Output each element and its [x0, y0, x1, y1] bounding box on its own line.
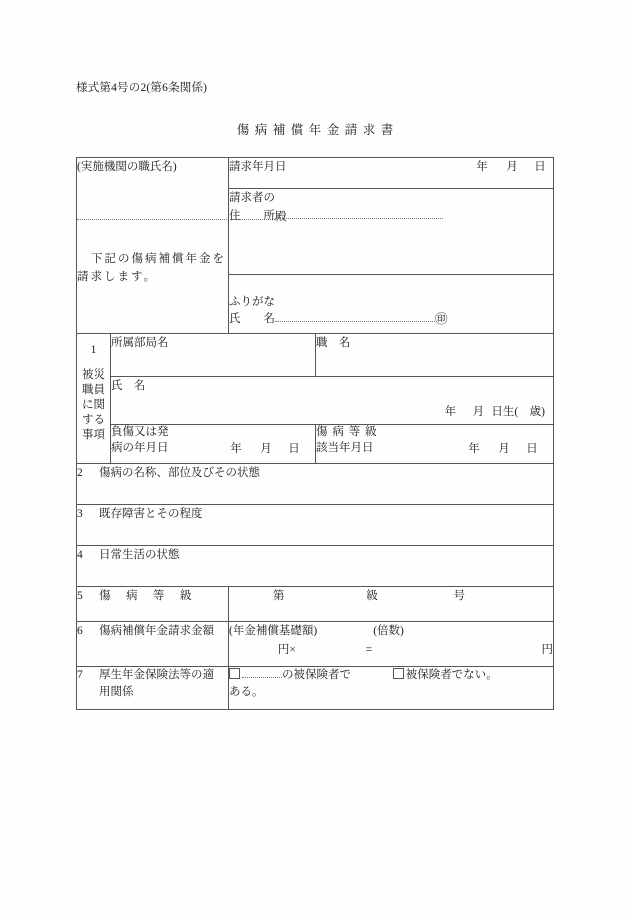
grade-kyu: 級	[366, 590, 378, 602]
grade-month: 月	[498, 443, 510, 455]
section-5-label: 傷 病 等 級	[99, 590, 194, 602]
equals-sign: =	[365, 644, 373, 656]
claimant-of-label: 請求者の	[229, 191, 276, 204]
claimant-address-cell[interactable]	[229, 188, 554, 274]
section-7-label-1: 厚生年金保険法等の適	[99, 669, 214, 681]
section1-name-row	[77, 377, 554, 425]
section-5-number: 5	[77, 590, 83, 602]
section3-row	[77, 505, 554, 546]
injury-year: 年	[230, 443, 242, 455]
section-7-value-cell[interactable]	[229, 667, 554, 710]
section1-side-line-3: する	[82, 414, 105, 427]
request-date-month: 月	[506, 161, 518, 173]
victim-name-cell[interactable]	[111, 377, 554, 425]
section-7-label-2: 用関係	[99, 685, 134, 698]
birth-month: 月	[472, 406, 485, 418]
section-3-number: 3	[77, 508, 83, 520]
section1-side-line-1: 職員	[82, 383, 105, 396]
section-6-value-cell[interactable]	[229, 622, 554, 667]
section-4-number: 4	[77, 549, 83, 561]
section-6-number: 6	[77, 625, 83, 637]
form-number: 様式第4号の2(第6条関係)	[76, 82, 208, 94]
section-7-number: 7	[77, 669, 83, 681]
grade-go: 号	[453, 590, 466, 602]
grade-date-label-2: 該当年月日	[316, 441, 374, 454]
multiplier-label: (倍数)	[373, 625, 404, 637]
section1-department-row	[77, 334, 554, 377]
birth-year: 年	[444, 406, 457, 418]
checkbox-insured[interactable]	[229, 668, 240, 679]
base-amount-label: (年金補償基礎額)	[229, 625, 318, 637]
section-3-label: 既存障害とその程度	[99, 508, 203, 520]
claimant-name-label: 氏 名	[229, 313, 276, 325]
request-date-day: 日	[534, 161, 546, 173]
checkbox-not-insured[interactable]	[393, 668, 404, 679]
request-date-cell[interactable]	[229, 158, 554, 189]
address-label: 住 所	[229, 209, 276, 222]
section-5-value-cell[interactable]	[229, 587, 554, 622]
option2-label: 被保険者でない。	[405, 669, 498, 681]
yen-first: 円×	[277, 644, 296, 656]
header-row	[77, 158, 554, 189]
injury-date-cell[interactable]	[111, 425, 316, 464]
section-4-cell[interactable]	[77, 546, 554, 587]
injury-month: 月	[260, 443, 272, 455]
section1-side-label	[77, 334, 111, 464]
injury-date-label-2: 病の年月日	[111, 441, 169, 454]
agency-label: (実施機関の職氏名)	[77, 161, 177, 173]
request-sentence: 下記の傷病補償年金を請求します。	[77, 253, 226, 284]
grade-date-cell[interactable]	[316, 425, 554, 464]
section-2-cell[interactable]	[77, 464, 554, 505]
section-3-cell[interactable]	[77, 505, 554, 546]
injury-day: 日	[288, 443, 300, 455]
section4-row	[77, 546, 554, 587]
section1-side-line-0: 被災	[82, 368, 105, 381]
birth-day-age: 日生( 歳)	[491, 406, 546, 418]
section5-row	[77, 587, 554, 622]
section2-row	[77, 464, 554, 505]
section1-side-line-2: に関	[82, 399, 105, 412]
position-label: 職 名	[316, 337, 351, 349]
option1-second-line: ある。	[229, 685, 264, 698]
grade-dai: 第	[273, 590, 285, 602]
grade-day: 日	[526, 443, 538, 455]
department-label: 所属部局名	[111, 337, 169, 349]
section-7-label-cell	[77, 667, 229, 710]
section7-row	[77, 667, 554, 710]
section-6-label-cell	[77, 622, 229, 667]
option1-suffix: の被保険者で	[282, 669, 352, 681]
request-date-year: 年	[476, 161, 488, 173]
section6-row	[77, 622, 554, 667]
position-cell[interactable]	[316, 334, 554, 377]
document-title: 傷病補償年金請求書	[236, 123, 399, 137]
section-6-label: 傷病補償年金請求金額	[99, 625, 214, 637]
seal-icon: ㊞	[435, 312, 448, 326]
grade-date-label-1: 傷 病 等 級	[316, 426, 378, 438]
furigana-label: ふりがな	[229, 296, 276, 308]
yen-last: 円	[541, 644, 554, 656]
honorific: 殿	[275, 211, 287, 223]
request-date-label: 請求年月日	[229, 161, 287, 173]
claim-form-table	[76, 157, 554, 710]
grade-year: 年	[468, 443, 480, 455]
section1-dates-row	[77, 425, 554, 464]
section1-number: 1	[90, 344, 97, 356]
section-5-label-cell	[77, 587, 229, 622]
section-4-label: 日常生活の状態	[99, 549, 180, 561]
section-2-label: 傷病の名称、部位及びその状態	[99, 467, 260, 479]
department-cell[interactable]	[111, 334, 316, 377]
section-2-number: 2	[77, 467, 83, 479]
injury-date-label-1: 負傷又は発	[111, 426, 169, 438]
victim-name-label: 氏 名	[111, 380, 146, 392]
section1-side-line-4: 事項	[82, 429, 105, 442]
claimant-name-cell[interactable]	[229, 274, 554, 333]
